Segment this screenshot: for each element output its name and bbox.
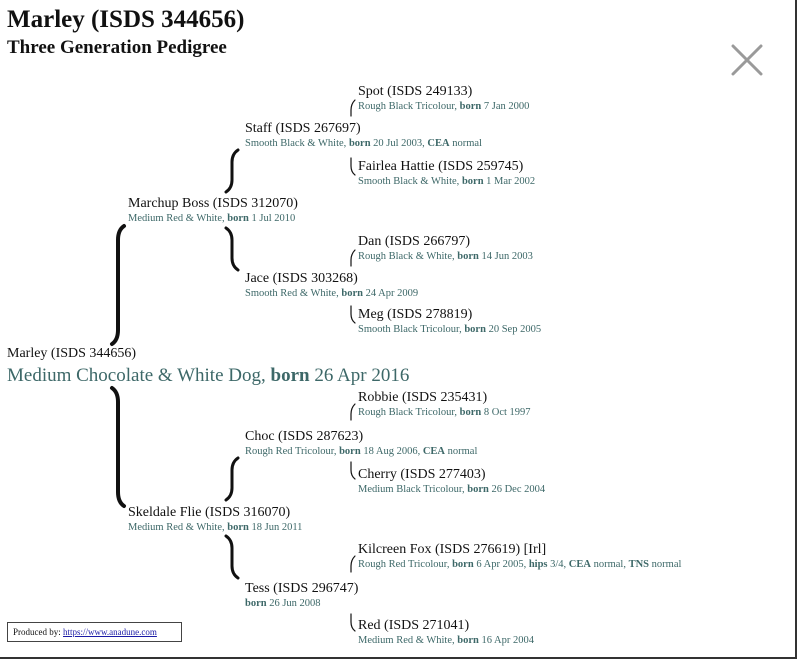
produced-by-link[interactable]: https://www.anadune.com	[63, 627, 157, 637]
pedigree-entry-marchup-boss	[128, 195, 298, 226]
dog-name: Marley (ISDS 344656)	[7, 346, 137, 361]
dog-name: Red (ISDS 271041)	[358, 618, 470, 633]
pedigree-entry-jace	[245, 270, 418, 301]
pedigree-entry-choc	[245, 428, 477, 459]
pedigree-entry-tess	[245, 580, 358, 611]
pedigree-entry-kilcreen-fox	[358, 541, 681, 572]
pedigree-entry-dan	[358, 233, 533, 264]
pedigree-entry-skeldale-flie	[128, 504, 302, 535]
pedigree-entry-spot	[358, 83, 529, 114]
page-subtitle: Three Generation Pedigree	[7, 37, 227, 58]
dog-description: Rough Black Tricolour, born 7 Jan 2000	[358, 101, 530, 112]
dog-description: Rough Black & White, born 14 Jun 2003	[358, 251, 533, 262]
pedigree-entry-subject	[7, 345, 409, 388]
dog-name: Kilcreen Fox (ISDS 276619) [Irl]	[358, 542, 547, 557]
close-icon	[725, 38, 769, 82]
dog-name: Tess (ISDS 296747)	[245, 581, 359, 596]
pedigree-entry-red	[358, 617, 534, 648]
dog-name: Robbie (ISDS 235431)	[358, 390, 488, 405]
dog-name: Dan (ISDS 266797)	[358, 234, 470, 249]
dog-name: Skeldale Flie (ISDS 316070)	[128, 505, 291, 520]
dog-description: Smooth Black Tricolour, born 20 Sep 2005	[358, 324, 542, 335]
dog-name: Meg (ISDS 278819)	[358, 307, 473, 322]
dog-description: Smooth Red & White, born 24 Apr 2009	[245, 288, 419, 299]
dog-name: Jace (ISDS 303268)	[245, 271, 358, 286]
produced-by-box	[7, 622, 182, 642]
produced-by-label: Produced by:	[13, 627, 61, 637]
dog-description: Rough Red Tricolour, born 18 Aug 2006, CEA normal	[245, 446, 478, 457]
dog-description: Rough Black Tricolour, born 8 Oct 1997	[358, 407, 531, 418]
pedigree-entry-staff	[245, 120, 482, 151]
dog-description: Rough Red Tricolour, born 6 Apr 2005, hips 3/4, CEA normal, TNS normal	[358, 559, 682, 570]
pedigree-entry-robbie	[358, 389, 531, 420]
dog-name: Staff (ISDS 267697)	[245, 121, 361, 136]
dog-description: Medium Red & White, born 16 Apr 2004	[358, 635, 534, 646]
pedigree-entry-cherry	[358, 466, 545, 497]
pedigree-entry-meg	[358, 306, 541, 337]
close-button[interactable]	[725, 38, 769, 82]
dog-name: Cherry (ISDS 277403)	[358, 467, 486, 482]
dog-name: Marchup Boss (ISDS 312070)	[128, 196, 298, 211]
dog-description: born 26 Jun 2008	[245, 598, 321, 609]
dog-name: Spot (ISDS 249133)	[358, 84, 473, 99]
dog-description: Medium Red & White, born 18 Jun 2011	[128, 522, 303, 533]
dog-description: Smooth Black & White, born 1 Mar 2002	[358, 176, 536, 187]
dog-description: Medium Black Tricolour, born 26 Dec 2004	[358, 484, 546, 495]
dog-description: Smooth Black & White, born 20 Jul 2003, CEA normal	[245, 138, 482, 149]
page-title: Marley (ISDS 344656)	[7, 6, 245, 33]
dog-name: Fairlea Hattie (ISDS 259745)	[358, 159, 524, 174]
dog-description: Medium Chocolate & White Dog, born 26 Apr 2016	[7, 365, 410, 386]
dog-name: Choc (ISDS 287623)	[245, 429, 364, 444]
pedigree-entry-fairlea-hattie	[358, 158, 535, 189]
dog-description: Medium Red & White, born 1 Jul 2010	[128, 213, 296, 224]
